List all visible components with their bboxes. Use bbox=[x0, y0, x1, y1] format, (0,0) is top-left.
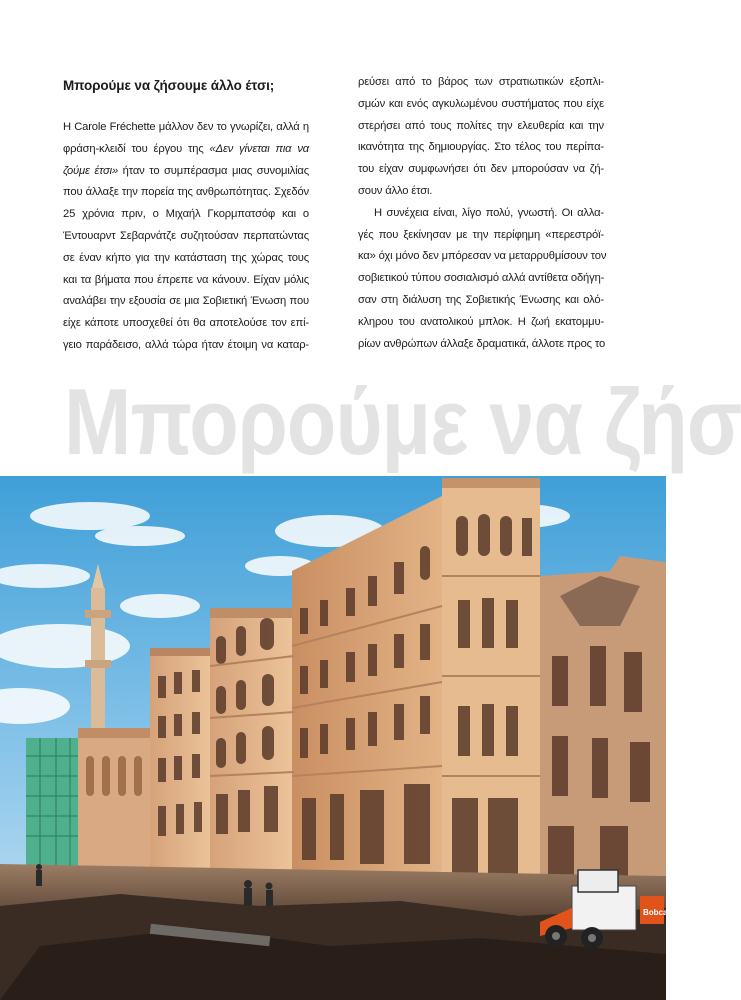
line-text: και τα βήματα που έπρεπε να κάνουν. Είχαν μόλις bbox=[63, 273, 309, 286]
text-line bbox=[358, 268, 604, 290]
line-text: σε έναν κήπο για την κατάσταση της χώρας τους bbox=[63, 251, 309, 264]
line-text: που άλλαξε την πορεία της ανθρωπότητας. Σχεδόν bbox=[63, 186, 309, 199]
right-column-text bbox=[358, 72, 607, 355]
line-text: ικανότητα της δημιουργίας. Στο τέλος του περίπα- bbox=[358, 141, 604, 154]
text-line bbox=[63, 161, 309, 183]
line-text: στερήσει από τους πολίτες την ελευθερία και την bbox=[358, 119, 604, 132]
bobcat-sign: Bobcat bbox=[643, 908, 671, 917]
left-column bbox=[63, 72, 309, 357]
text-line bbox=[358, 116, 604, 138]
text-line bbox=[63, 226, 309, 248]
text-line bbox=[63, 182, 309, 204]
line-text: Η Carole Fréchette μάλλον δεν το γνωρίζει, αλλά η bbox=[63, 121, 309, 133]
text-line bbox=[358, 203, 604, 225]
line-text: ρεύσει από το βάρος των στρατιωτικών εξοπλι- bbox=[358, 76, 604, 88]
line-text: αναλάβει την εξουσία σε μια Σοβιετική Ένωση που bbox=[63, 295, 309, 308]
line-text: σοβιετικού τύπου σοσιαλισμό αλλά αντίθετα οδήγη- bbox=[358, 272, 605, 285]
text-line bbox=[63, 139, 309, 161]
line-text: φράση-κλειδί του έργου της bbox=[63, 142, 210, 155]
line-text: Η συνέχεια είναι, λίγο πολύ, γνωστή. Οι αλλα- bbox=[374, 206, 604, 219]
line-text: σμών και ενός αγκυλωμένου συστήματος που είχε bbox=[358, 97, 604, 110]
line-text: γειο παράδεισο, αλλά τώρα ήταν έτοιμη να καταρ- bbox=[63, 338, 309, 351]
text-line bbox=[358, 312, 604, 334]
text-line bbox=[358, 159, 604, 181]
text-line bbox=[63, 335, 309, 357]
watermark-title: Μπορούμε να ζήσ bbox=[64, 369, 741, 474]
line-text: είχε κάποτε υποσχεθεί ότι θα αποτελούσε τον επί- bbox=[63, 317, 309, 330]
line-text: 25 χρόνια πριν, ο Μιχαήλ Γκορμπατσόφ και ο bbox=[63, 208, 309, 221]
emphasis-text: «Δεν γίνεται πια να bbox=[209, 142, 309, 155]
text-line bbox=[63, 248, 309, 270]
line-text: ήταν το συμπέρασμα μιας συνομιλίας bbox=[118, 164, 309, 177]
text-line bbox=[63, 291, 309, 313]
photo-beirut-ruins bbox=[0, 476, 671, 1000]
text-line bbox=[63, 270, 309, 292]
line-text: σουν άλλο έτσι. bbox=[358, 184, 433, 197]
text-line bbox=[358, 137, 604, 159]
line-text: γές που ξεκίνησαν με την περίφημη «περεστρόϊ- bbox=[358, 228, 604, 241]
line-text: Έντουαρντ Σεβαρνάτζε συζητούσαν περπατώντας bbox=[63, 229, 309, 242]
text-line bbox=[63, 313, 309, 335]
line-text: κα» όχι μόνο δεν μπόρεσαν να μεταρρυθμίσουν τον bbox=[358, 250, 607, 263]
line-text: του είχαν συμφωνήσει ότι δεν μπορούσαν να ζή- bbox=[358, 163, 604, 176]
emphasis-text: ζούμε έτσι» bbox=[63, 164, 119, 177]
left-column-text bbox=[63, 117, 309, 357]
text-line bbox=[358, 181, 604, 203]
text-line bbox=[358, 225, 604, 247]
line-text: ρίων ανθρώπων άλλαξε δραματικά, άλλοτε προς το bbox=[358, 337, 606, 350]
text-line bbox=[358, 334, 604, 356]
line-text: κληρου του ανατολικού μπλοκ. Η ζωή εκατομμυ- bbox=[358, 315, 604, 328]
text-line bbox=[358, 246, 607, 268]
article-heading: Μπορούμε να ζήσουμε άλλο έτσι; bbox=[63, 78, 275, 93]
text-line bbox=[358, 290, 604, 312]
text-line bbox=[63, 204, 309, 226]
line-text: σαν στη διάλυση της Σοβιετικής Ένωσης και ολό- bbox=[358, 293, 604, 306]
right-column bbox=[358, 72, 607, 355]
text-line bbox=[358, 72, 604, 94]
text-line bbox=[358, 94, 604, 116]
text-line bbox=[63, 117, 309, 139]
